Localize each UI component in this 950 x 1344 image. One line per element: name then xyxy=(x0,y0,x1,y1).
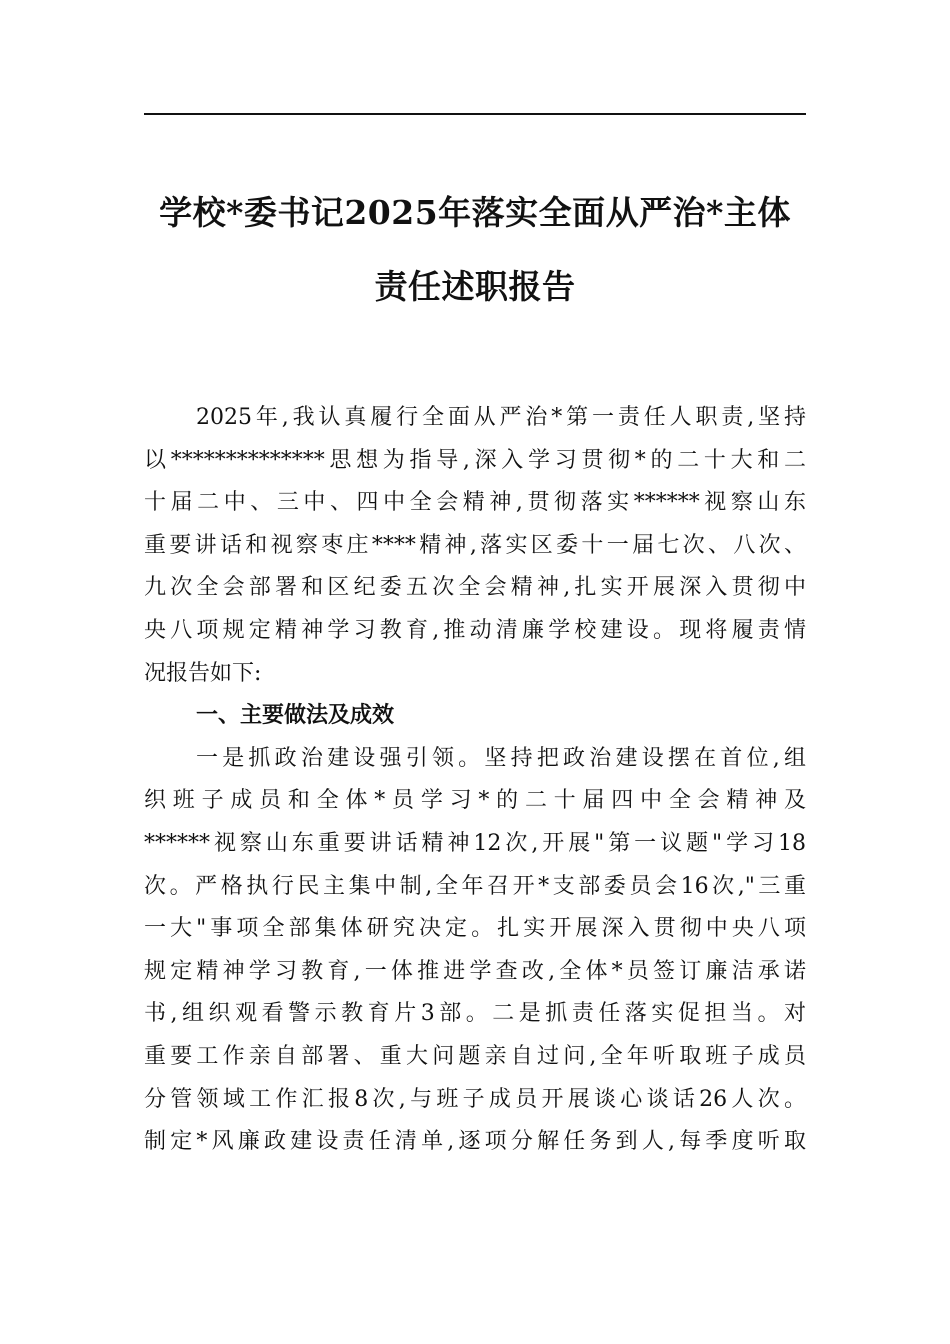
body-line: 分管领域工作汇报8次,与班子成员开展谈心谈话26人次。 xyxy=(144,1086,806,1112)
section-heading: 一、主要做法及成效 xyxy=(196,703,395,729)
body-line: 规定精神学习教育,一体推进学查改,全体*员签订廉洁承诺 xyxy=(144,958,806,984)
body-line: 重要工作亲自部署、重大问题亲自过问,全年听取班子成员 xyxy=(144,1043,806,1069)
intro-line: 2025年,我认真履行全面从严治*第一责任人职责,坚持 xyxy=(196,405,806,430)
intro-line: 九次全会部署和区纪委五次全会精神,扎实开展深入贯彻中 xyxy=(144,575,806,601)
intro-line: 十届二中、三中、四中全会精神,贯彻落实******视察山东 xyxy=(144,490,806,516)
intro-line: 以**************思想为指导,深入学习贯彻*的二十大和二 xyxy=(144,447,806,473)
intro-line: 重要讲话和视察枣庄****精神,落实区委十一届七次、八次、 xyxy=(144,532,806,558)
body-line: 次。严格执行民主集中制,全年召开*支部委员会16次,"三重 xyxy=(144,873,806,899)
body-line: 一大"事项全部集体研究决定。扎实开展深入贯彻中央八项 xyxy=(144,916,806,942)
body-line: 一是抓政治建设强引领。坚持把政治建设摆在首位,组 xyxy=(196,745,806,771)
body-line: 制定*风廉政建设责任清单,逐项分解任务到人,每季度听取 xyxy=(144,1129,806,1155)
body-line: 织班子成员和全体*员学习*的二十届四中全会精神及 xyxy=(144,788,806,814)
intro-line: 央八项规定精神学习教育,推动清廉学校建设。现将履责情 xyxy=(144,617,806,643)
document-title xyxy=(120,176,830,324)
intro-line: 况报告如下: xyxy=(144,660,262,686)
body-line: 书,组织观看警示教育片3部。二是抓责任落实促担当。对 xyxy=(144,1001,806,1027)
title-line-1: 学校*委书记2025年落实全面从严治*主体 xyxy=(159,193,791,232)
body-line: ******视察山东重要讲话精神12次,开展"第一议题"学习18 xyxy=(144,830,806,856)
title-line-2: 责任述职报告 xyxy=(374,267,576,306)
document-body xyxy=(144,397,806,1164)
header-rule xyxy=(144,113,806,115)
